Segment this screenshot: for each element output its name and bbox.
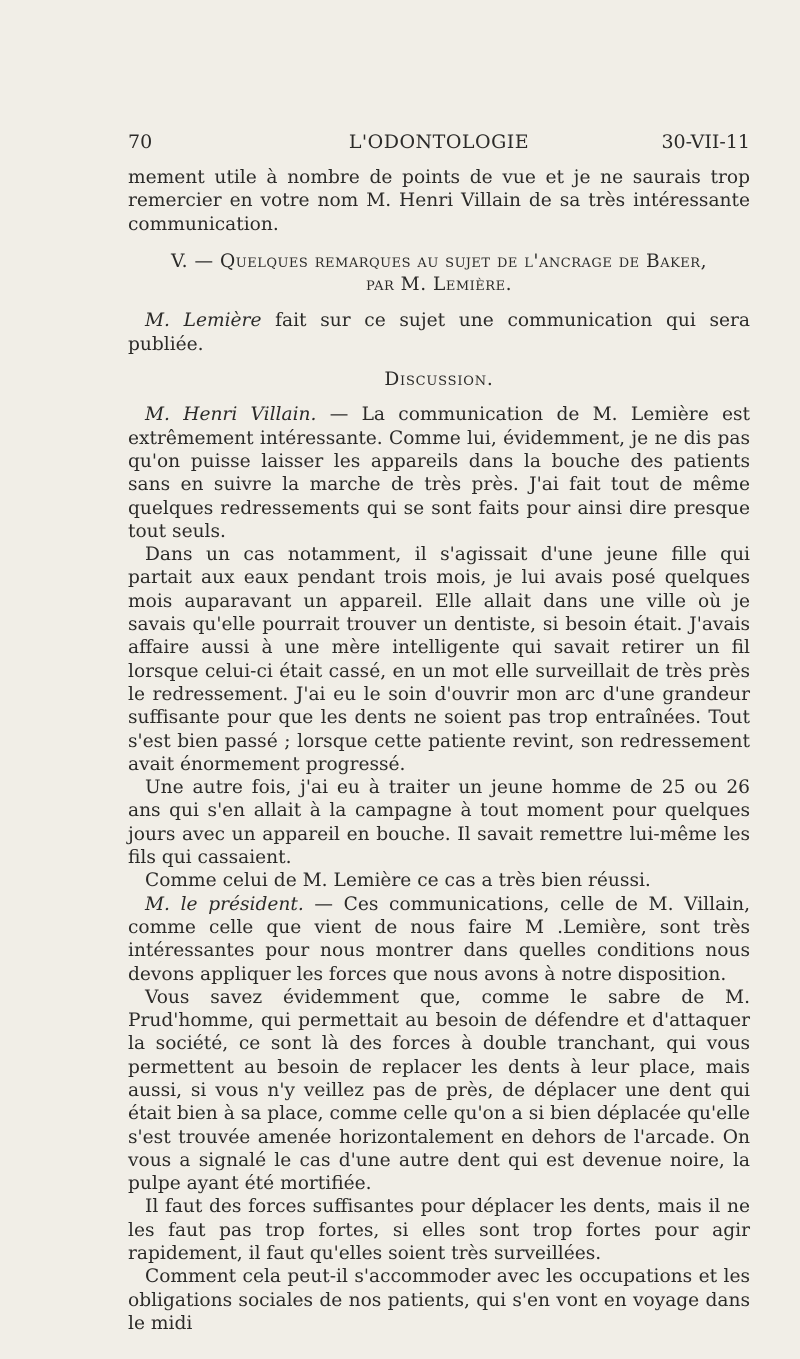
- issue-date: 30-VII-11: [661, 131, 750, 153]
- paragraph: Comment cela peut-il s'accommoder avec les occupations et les obligations sociales de nos patients, qui s'en vont en voyage dans le midi: [128, 1266, 750, 1334]
- running-header: [128, 131, 750, 157]
- paragraph-text: — La communication de M. Lemière est extrêmement intéressante. Comme lui, évidemment, je ne dis pas qu'on puisse laisser les appareils dans la bouche des patients sans en suivre la marche de très près. J'ai fait tout de même quelques redressements qui se sont faits pour ainsi dire presque tout seuls.: [128, 404, 750, 542]
- paragraph: [128, 403, 750, 543]
- paragraph: Vous savez évidemment que, comme le sabre de M. Prud'homme, qui permettait au besoin de défendre et d'attaquer la société, ce sont là des forces à double tranchant, qui vous permettent au besoin de replacer les dents à leur place, mais aussi, si vous n'y veillez pas de près, de déplacer une dent qui était bien à sa place, comme celle qu'on a si bien déplacée qu'elle s'est trouvée amenée horizontalement en dehors de l'arcade. On vous a signalé le cas d'une autre dent qui est devenue noire, la pulpe ayant été mortifiée.: [128, 986, 750, 1195]
- speaker-name: M. Lemière: [145, 310, 262, 332]
- section-title-line: V. — Quelques remarques au sujet de l'ancrage de Baker,: [171, 250, 707, 272]
- paragraph: Dans un cas notamment, il s'agissait d'une jeune fille qui partait aux eaux pendant trois mois, je lui avais posé quelques mois auparavant un appareil. Elle allait dans une ville où je savais qu'elle pourrait trouver un dentiste, si besoin était. J'avais affaire aussi à une mère intelligente qui savait retirer un fil lorsque celui-ci était cassé, en un mot elle surveillait de très près le redressement. J'ai eu le soin d'ouvrir mon arc d'une grandeur suffisante pour que les dents ne soient pas trop entraînées. Tout s'est bien passé ; lorsque cette patiente revint, son redressement avait énormement progressé.: [128, 544, 750, 775]
- paragraph-text: — Ces communications, celle de M. Villain, comme celle que vient de nous faire M .Lemière, sont très intéressantes pour nous montrer dans quelles conditions nous devons appliquer les forces que nous avons à notre disposition.: [128, 893, 750, 985]
- paragraph: Comme celui de M. Lemière ce cas a très bien réussi.: [145, 870, 651, 892]
- paragraph: Il faut des forces suffisantes pour déplacer les dents, mais il ne les faut pas trop fortes, si elles sont trop fortes pour agir rapidement, il faut qu'elles soient très surveillées.: [128, 1196, 750, 1265]
- paragraph-text: fait sur ce sujet une communication qui sera publiée.: [128, 310, 750, 355]
- paragraph: mement utile à nombre de points de vue et je ne saurais trop remercier en votre nom M. Henri Villain de sa très intéressante communication.: [128, 167, 750, 235]
- section-title: [128, 250, 750, 297]
- page-body: [128, 166, 750, 1335]
- section-title-line: par M. Lemière.: [366, 274, 512, 296]
- paragraph: [128, 893, 750, 986]
- paragraph: [128, 309, 750, 356]
- paragraph: Une autre fois, j'ai eu à traiter un jeune homme de 25 ou 26 ans qui s'en allait à la campagne à tout moment pour quelques jours avec un appareil en bouche. Il savait remettre lui-même les fils qui cassaient.: [128, 777, 750, 869]
- speaker-name: M. Henri Villain.: [145, 404, 317, 426]
- page-number: 70: [128, 131, 153, 153]
- journal-title: L'ODONTOLOGIE: [348, 131, 530, 153]
- discussion-heading: Discussion.: [384, 369, 494, 391]
- speaker-name: M. le président.: [145, 893, 304, 915]
